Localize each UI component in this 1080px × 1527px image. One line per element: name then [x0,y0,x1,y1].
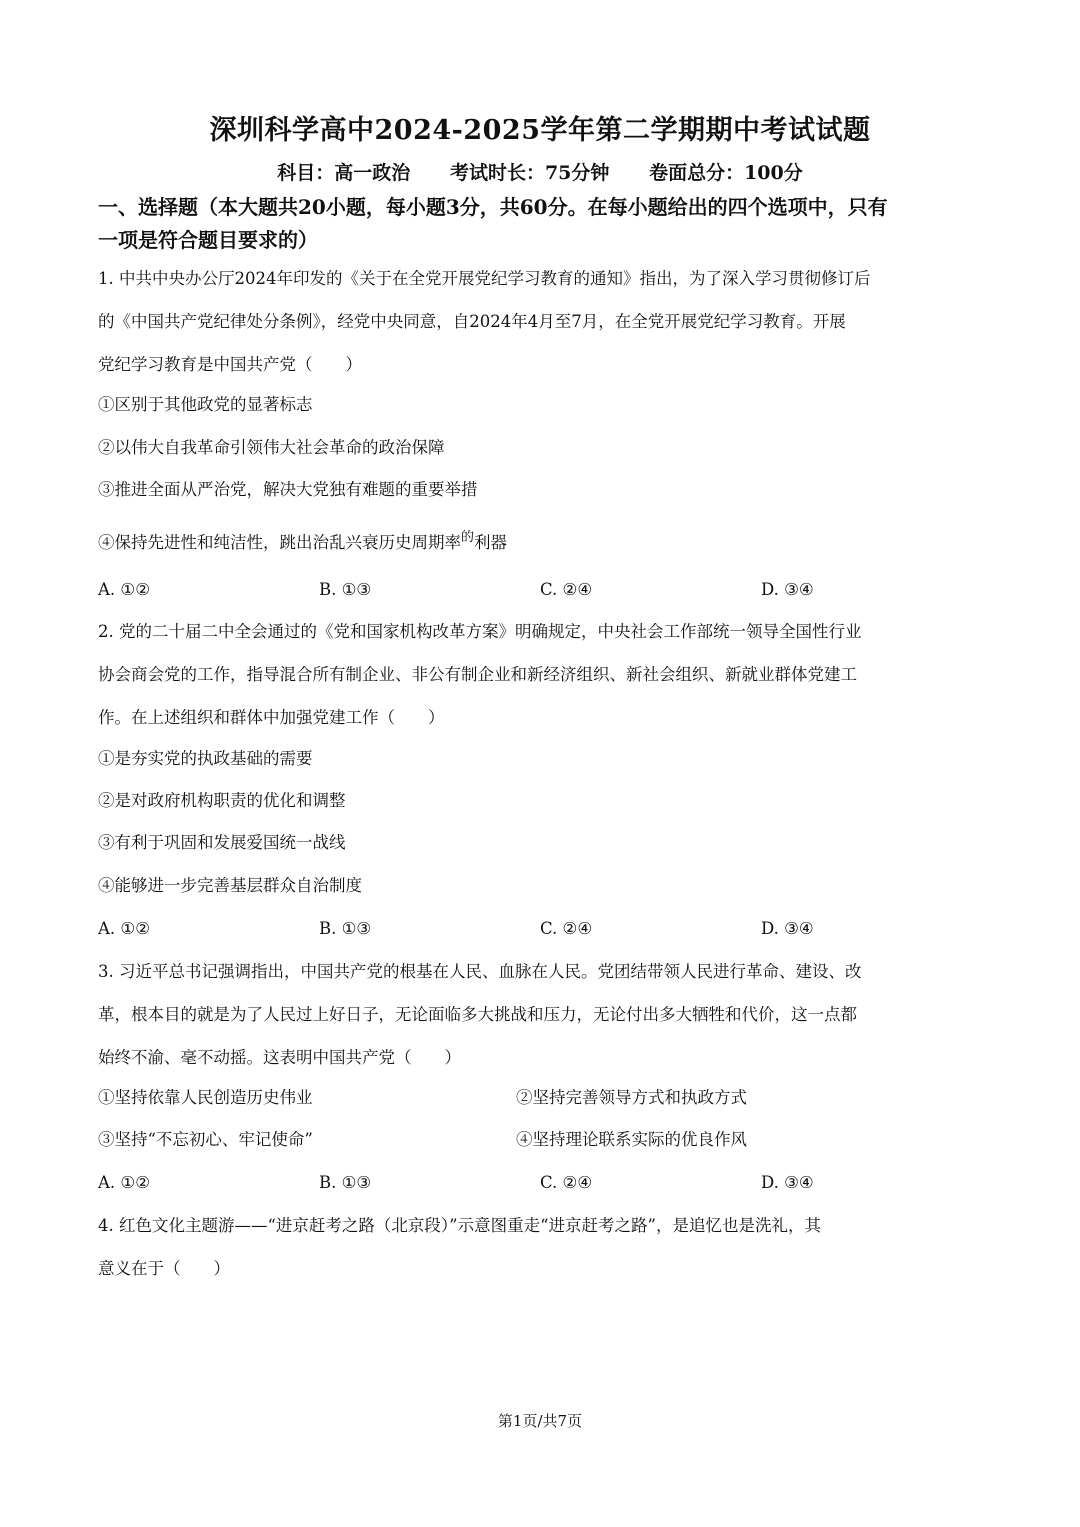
question-2-item-4: ④能够进一步完善基层群众自治制度 [98,876,362,895]
section-heading [98,191,988,257]
question-3-item-1: ①坚持依靠人民创造历史伟业 [98,1088,313,1107]
question-1-item-3: ③推进全面从严治党，解决大党独有难题的重要举措 [98,480,478,499]
stem-line: 始终不渝、毫不动摇。这表明中国共产党（ ） [98,1048,461,1067]
stem-line: 作。在上述组织和群体中加强党建工作（ ） [98,708,445,727]
question-2-item-2: ②是对政府机构职责的优化和调整 [98,791,346,810]
choice-b[interactable]: B. ①③ [319,919,372,938]
question-1-item-4 [98,530,507,558]
choice-a[interactable]: A. ①② [98,1173,150,1192]
stem-line: 的《中国共产党纪律处分条例》，经党中央同意，自2024年4月至7月，在全党开展党纪学习教育。开展 [98,312,846,331]
section-heading-line: 一、选择题（本大题共20小题，每小题3分，共60分。在每小题给出的四个选项中，只有 [98,195,888,219]
stem-line: 革，根本目的就是为了人民过上好日子，无论面临多大挑战和压力，无论付出多大牺牲和代价，这一点都 [98,1005,857,1024]
stem-line: 党纪学习教育是中国共产党（ ） [98,355,362,374]
choice-d[interactable]: D. ③④ [761,919,814,938]
raised-character: 的 [461,530,475,545]
stem-line: 2. 党的二十届二中全会通过的《党和国家机构改革方案》明确规定，中央社会工作部统一领导全国性行业 [98,622,862,641]
stem-line: 意义在于（ ） [98,1259,230,1278]
question-3-choices [98,1170,998,1196]
choice-a[interactable]: A. ①② [98,580,150,599]
question-2-item-3: ③有利于巩固和发展爱国统一战线 [98,833,346,852]
question-3-item-2: ②坚持完善领导方式和执政方式 [516,1088,747,1107]
question-2-choices [98,916,998,942]
question-4-stem [98,1204,988,1290]
section-heading-line: 一项是符合题目要求的） [98,228,318,252]
choice-d[interactable]: D. ③④ [761,580,814,599]
question-1-stem [98,257,988,386]
choice-c[interactable]: C. ②④ [540,1173,593,1192]
choice-b[interactable]: B. ①③ [319,580,372,599]
page-number: 第1页/共7页 [497,1412,583,1430]
item-text: 利器 [474,533,508,552]
question-1-choices [98,577,998,603]
stem-line: 协会商会党的工作，指导混合所有制企业、非公有制企业和新经济组织、新社会组织、新就业群体党建工 [98,665,857,684]
question-1-item-2: ②以伟大自我革命引领伟大社会革命的政治保障 [98,438,445,457]
choice-c[interactable]: C. ②④ [540,919,593,938]
stem-line: 1. 中共中央办公厅2024年印发的《关于在全党开展党纪学习教育的通知》指出，为了深入学习贯彻修订后 [98,269,871,288]
choice-a[interactable]: A. ①② [98,919,150,938]
question-3-item-3: ③坚持“不忘初心、牢记使命” [98,1130,313,1149]
question-2-stem [98,610,988,739]
choice-c[interactable]: C. ②④ [540,580,593,599]
item-text: ④保持先进性和纯洁性，跳出治乱兴衰历史周期率 [98,533,461,552]
stem-line: 3. 习近平总书记强调指出，中国共产党的根基在人民、血脉在人民。党团结带领人民进行革命、建设、改 [98,962,862,981]
choice-d[interactable]: D. ③④ [761,1173,814,1192]
stem-line: 4. 红色文化主题游——“进京赶考之路（北京段）”示意图重走“进京赶考之路”，是追忆也是洗礼，其 [98,1216,821,1235]
question-1-item-1: ①区别于其他政党的显著标志 [98,395,313,414]
choice-b[interactable]: B. ①③ [319,1173,372,1192]
page-title: 深圳科学高中2024-2025学年第二学期期中考试试题 [209,115,871,146]
question-2-item-1: ①是夯实党的执政基础的需要 [98,749,313,768]
question-3-stem [98,950,988,1079]
exam-info: 科目：高一政治 考试时长：75分钟 卷面总分：100分 [277,162,803,184]
question-3-item-4: ④坚持理论联系实际的优良作风 [516,1130,747,1149]
